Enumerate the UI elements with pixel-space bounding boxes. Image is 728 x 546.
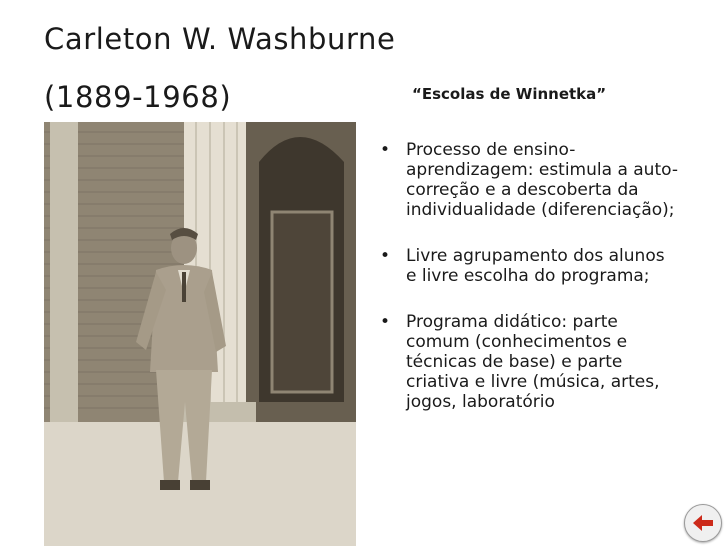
bullet-marker: • <box>380 140 391 160</box>
bullet-item <box>378 140 678 220</box>
bullet-marker: • <box>380 246 391 266</box>
bullet-text: Processo de ensino-aprendizagem: estimula a auto-correção e a descoberta da individualidade (diferenciação); <box>406 140 678 220</box>
bullet-text: Livre agrupamento dos alunos e livre escolha do programa; <box>406 246 665 286</box>
portrait-photo <box>44 122 356 546</box>
bullet-item <box>378 312 678 412</box>
slide-title-name: Carleton W. Washburne <box>44 22 396 56</box>
slide-subtitle: “Escolas de Winnetka” <box>412 85 607 103</box>
bullet-text: Programa didático: parte comum (conhecimentos e técnicas de base) e parte criativa e livre (música, artes, jogos, laboratório <box>406 312 660 412</box>
back-arrow-icon <box>685 505 721 541</box>
bullet-marker: • <box>380 312 391 332</box>
back-button[interactable] <box>684 504 722 542</box>
slide-title-years: (1889-1968) <box>44 80 232 114</box>
bullet-list <box>378 140 678 438</box>
bullet-item <box>378 246 678 286</box>
